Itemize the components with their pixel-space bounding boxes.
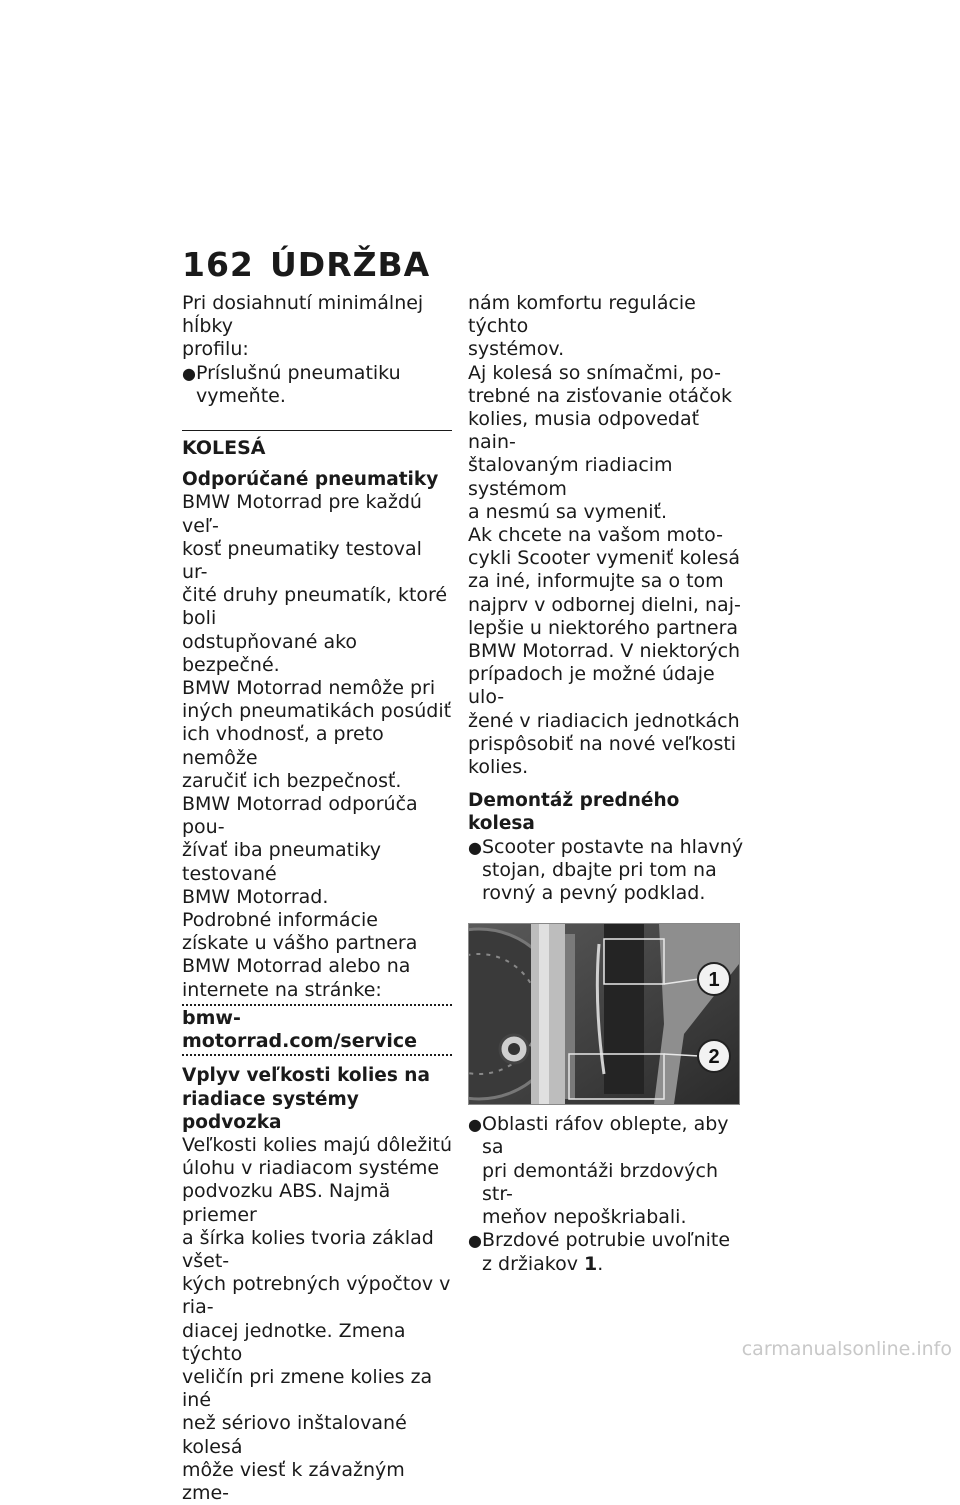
text-line: prípadoch je možné údaje ulo- (468, 663, 715, 709)
section-title: KOLESÁ (182, 437, 266, 460)
text-line: Podrobné informácie (182, 909, 378, 932)
wheel-size-paragraph (182, 1134, 452, 1505)
text-line: podvozku ABS. Najmä priemer (182, 1180, 391, 1226)
text-line: BMW Motorrad nemôže pri (182, 677, 436, 700)
text-line: nám komfortu regulácie týchto (468, 292, 696, 338)
text-span: . (597, 1252, 604, 1275)
front-wheel-figure (468, 923, 740, 1105)
text-line: a šírka kolies tvoria základ všet- (182, 1226, 434, 1272)
text-line: kolies, musia odpovedať nain- (468, 408, 700, 454)
text-line: získate u vášho partnera (182, 932, 418, 955)
text-line: iných pneumatikách posúdiť (182, 700, 452, 723)
text-line: žené v riadiacich jednotkách (468, 709, 740, 732)
text-line: rovný a pevný podklad. (482, 882, 706, 905)
callout-1-badge (698, 963, 730, 995)
text-span: z držiakov (482, 1252, 585, 1275)
text-line: Aj kolesá so snímačmi, po- (468, 361, 721, 384)
text-line: Scooter postavte na hlavný (482, 835, 744, 858)
text-line: pri demontáži brzdových str- (482, 1159, 719, 1205)
bullet-icon: ● (468, 1231, 482, 1251)
text-line: kých potrebných výpočtov v ria- (182, 1273, 451, 1319)
text-line: vymeňte. (196, 384, 286, 407)
recommended-tires-paragraph (182, 491, 452, 1001)
bullet-stand-scooter (468, 836, 748, 906)
text-line: BMW Motorrad odporúča pou- (182, 793, 418, 839)
callout-1-label: 1 (708, 969, 720, 992)
text-line: internete na stránke: (182, 978, 382, 1001)
text-line: BMW Motorrad pre každú veľ- (182, 491, 422, 537)
wheel-sensor-paragraph (468, 292, 748, 779)
section-divider (182, 430, 452, 431)
text-line: kolies. (468, 756, 529, 779)
text-line: trebné na zisťovanie otáčok (468, 384, 733, 407)
chapter-title: ÚDRŽBA (270, 245, 431, 284)
bullet-icon: ● (468, 1115, 482, 1135)
text-line: úlohu v riadiacom systéme (182, 1157, 440, 1180)
callout-2-badge (698, 1040, 730, 1072)
text-line (482, 1253, 748, 1276)
service-link[interactable]: bmw-motorrad.com/service (182, 1004, 452, 1056)
text-line: odstupňované ako bezpečné. (182, 630, 358, 676)
text-line: Veľkosti kolies majú dôležitú (182, 1133, 452, 1156)
page-header (182, 245, 430, 284)
text-line: štalovaným riadiacim systémom (468, 454, 673, 500)
text-line: BMW Motorrad. V niektorých (468, 640, 741, 663)
text-line: systémov. (468, 338, 565, 361)
text-line: žívať iba pneumatiky testované (182, 839, 381, 885)
subheading-wheel-size (182, 1064, 452, 1134)
intro-paragraph (182, 292, 452, 362)
text-line: Ak chcete na vašom moto- (468, 524, 723, 547)
text-line: Príslušnú pneumatiku (196, 361, 401, 384)
subheading-recommended-tires: Odporúčané pneumatiky (182, 469, 439, 491)
text-line: diacej jednotke. Zmena týchto (182, 1319, 406, 1365)
subheading-front-wheel-removal: Demontáž predného kolesa (468, 790, 680, 835)
callout-reference: 1 (584, 1252, 598, 1275)
text-line: najprv v odbornej dielni, naj- (468, 593, 741, 616)
text-line: Vplyv veľkosti kolies na (182, 1065, 430, 1087)
text-line: než sériovo inštalované kolesá (182, 1412, 407, 1458)
text-line: profilu: (182, 338, 249, 361)
text-line: Oblasti ráfov oblepte, aby sa (482, 1113, 729, 1159)
text-line: kosť pneumatiky testoval ur- (182, 537, 422, 584)
text-line: cykli Scooter vymeniť kolesá (468, 547, 740, 570)
front-wheel-illustration (469, 924, 739, 1104)
left-column (182, 292, 452, 1505)
text-line: a nesmú sa vymeniť. (468, 500, 667, 523)
text-line: meňov nepoškriabali. (482, 1206, 687, 1229)
bullet-icon: ● (182, 363, 196, 383)
text-line: ich vhodnosť, a preto nemôže (182, 723, 384, 769)
text-line: zaručiť ich bezpečnosť. (182, 769, 402, 792)
bullet-release-brake-line (468, 1229, 748, 1275)
text-line: riadiace systémy podvozka (182, 1088, 359, 1133)
text-line: Pri dosiahnutí minimálnej hĺbky (182, 292, 424, 338)
text-line: môže viesť k závažným zme- (182, 1458, 405, 1504)
text-line: BMW Motorrad. (182, 885, 329, 908)
bullet-tape-rims (468, 1113, 748, 1229)
text-line: lepšie u niektorého partnera (468, 616, 739, 639)
right-column (468, 292, 748, 1276)
text-line: prispôsobiť na nové veľkosti (468, 732, 737, 755)
site-watermark: carmanualsonline.info (741, 1338, 952, 1360)
bullet-icon: ● (468, 837, 482, 857)
text-line: BMW Motorrad alebo na (182, 955, 411, 978)
text-line: Brzdové potrubie uvoľnite (482, 1229, 731, 1252)
text-line: za iné, informujte sa o tom (468, 570, 724, 593)
bullet-replace-tire (182, 362, 452, 408)
text-line: stojan, dbajte pri tom na (482, 858, 717, 881)
page-number: 162 (182, 245, 254, 284)
text-line: veličín pri zmene kolies za iné (182, 1365, 433, 1412)
callout-2-label: 2 (708, 1046, 720, 1069)
text-line: čité druhy pneumatík, ktoré boli (182, 584, 448, 630)
